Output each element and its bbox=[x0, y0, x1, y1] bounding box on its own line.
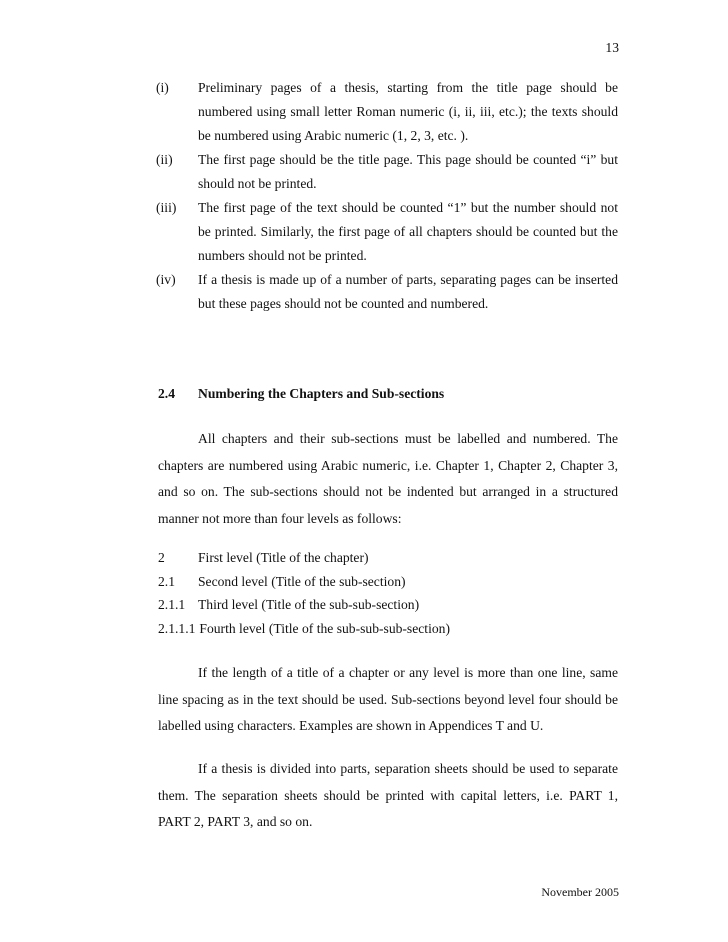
title-length-paragraph: If the length of a title of a chapter or any level is more than one line, same line spacing as in the text should be used. Sub-sections beyond level four should be labelled using characters. Examples are shown in Appendices T and U. bbox=[158, 665, 618, 734]
page-number: 13 bbox=[605, 40, 619, 55]
list-item bbox=[158, 570, 450, 594]
list-item bbox=[156, 148, 618, 196]
list-item bbox=[156, 196, 618, 268]
section-number: 2.4 bbox=[158, 386, 175, 401]
level-number: 2 bbox=[158, 550, 165, 565]
footer-date: November 2005 bbox=[541, 885, 619, 899]
intro-paragraph: All chapters and their sub-sections must be labelled and numbered. The chapters are numbered using Arabic numeric, i.e. Chapter 1, Chapter 2, Chapter 3, and so on. The sub-sections should not be indented but arranged in a structured manner not more than four levels as follows: bbox=[158, 431, 618, 527]
list-marker: (ii) bbox=[156, 152, 173, 167]
section-title: Numbering the Chapters and Sub-sections bbox=[198, 386, 445, 401]
list-item bbox=[158, 593, 450, 617]
list-marker: (iv) bbox=[156, 272, 176, 287]
list-item-text: Preliminary pages of a thesis, starting from the title page should be numbered using small letter Roman numeric (i, ii, iii, etc.); the texts should be numbered using Arabic numeric (1, 2, 3, etc. ). bbox=[198, 80, 618, 143]
list-item-text: If a thesis is made up of a number of parts, separating pages can be inserted but these pages should not be counted and numbered. bbox=[198, 272, 618, 311]
list-item-text: The first page should be the title page. This page should be counted “i” but should not be printed. bbox=[198, 152, 618, 191]
list-item-text: The first page of the text should be counted “1” but the number should not be printed. Similarly, the first page of all chapters should be counted but the numbers should not be printed. bbox=[198, 200, 618, 263]
numbering-rules-list bbox=[156, 76, 618, 316]
list-marker: (iii) bbox=[156, 200, 177, 215]
list-item bbox=[158, 546, 450, 570]
levels-list bbox=[158, 546, 450, 640]
parts-paragraph: If a thesis is divided into parts, separation sheets should be used to separate them. The separation sheets should be printed with capital letters, i.e. PART 1, PART 2, PART 3, and so on. bbox=[158, 761, 618, 830]
level-number: 2.1 bbox=[158, 573, 175, 589]
list-item bbox=[158, 617, 450, 641]
list-marker: (i) bbox=[156, 80, 169, 95]
level-label: Second level (Title of the sub-section) bbox=[198, 573, 406, 589]
level-label: First level (Title of the chapter) bbox=[198, 550, 369, 565]
level-number: 2.1.1 bbox=[158, 597, 186, 612]
section-heading bbox=[158, 382, 444, 406]
list-item bbox=[156, 268, 618, 316]
level-number: 2.1.1.1 bbox=[158, 620, 196, 636]
level-label: Fourth level (Title of the sub-sub-sub-section) bbox=[199, 620, 450, 636]
level-label: Third level (Title of the sub-sub-section) bbox=[198, 597, 420, 612]
list-item bbox=[156, 76, 618, 148]
